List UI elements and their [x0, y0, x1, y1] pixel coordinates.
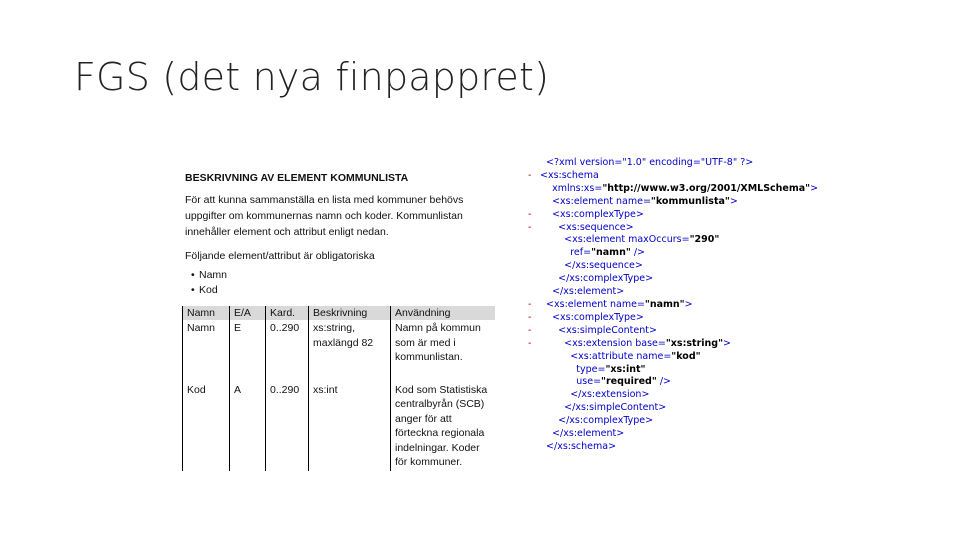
xml-text: > [723, 337, 731, 349]
column-header: Kard. [266, 306, 309, 320]
cell-line: som är med i [395, 336, 456, 349]
xml-text: /> [630, 247, 645, 259]
cell-line: indelningar. Koder [395, 441, 480, 454]
xml-line [528, 247, 778, 260]
table-row [183, 320, 496, 366]
table-cell: Namn [183, 320, 230, 366]
paragraph-line: För att kunna sammanställa en lista med kommuner behövs [185, 194, 464, 206]
table-cell [309, 320, 391, 366]
collapse-toggle-icon[interactable]: - [528, 311, 532, 323]
xml-text: > [729, 195, 738, 207]
list-item-label: Namn [199, 269, 228, 281]
definitions-table [182, 306, 495, 471]
cell-line: xs:int [313, 383, 338, 396]
collapse-toggle-icon[interactable]: - [528, 208, 532, 220]
document-paragraph [185, 192, 496, 240]
xml-line [528, 415, 778, 428]
xml-text: </xs:complexType> [558, 415, 654, 427]
xml-text: </xs:schema> [546, 440, 617, 452]
xml-line [528, 376, 778, 389]
table-cell: A [230, 382, 266, 471]
xml-line [528, 428, 778, 441]
list-item [181, 268, 496, 283]
xml-line [528, 441, 778, 454]
xml-attribute-value: "kommunlista" [650, 195, 730, 207]
xml-text: <xs:element maxOccurs= [564, 234, 690, 246]
xml-line [528, 273, 778, 286]
table-cell [391, 320, 496, 366]
table-cell: Kod [183, 382, 230, 471]
xml-text: xmlns:xs= [552, 182, 603, 194]
xml-text: > [684, 298, 693, 310]
element-description-document [181, 168, 496, 471]
xml-text: ref= [570, 247, 592, 259]
collapse-toggle-icon[interactable]: - [528, 324, 532, 336]
xml-line [528, 364, 778, 377]
xml-line [528, 325, 778, 338]
table-header-row [183, 306, 496, 320]
xml-line [528, 234, 778, 247]
xml-attribute-value: "required" [601, 376, 657, 388]
xml-line [528, 222, 778, 235]
list-item-label: Kod [199, 284, 218, 296]
column-header: Namn [183, 306, 230, 320]
xml-text: <xs:element name= [552, 195, 651, 207]
table-cell: 0..290 [266, 320, 309, 366]
xml-text: </xs:extension> [570, 389, 650, 401]
xml-schema-listing [528, 157, 819, 454]
xml-text: type= [576, 363, 606, 375]
xml-attribute-value: "290" [689, 234, 720, 246]
cell-line: maxlängd 82 [313, 336, 374, 349]
cell-line: xs:string, [313, 322, 356, 334]
xml-line [528, 260, 778, 273]
xml-line [528, 209, 778, 222]
xml-text: <xs:extension base= [564, 337, 666, 349]
xml-text: <xs:element name= [546, 298, 645, 310]
cell-line: för kommuner. [395, 456, 463, 468]
xml-attribute-value: "xs:int" [605, 363, 646, 375]
xml-text: <xs:sequence> [558, 221, 634, 233]
slide-title: FGS (det nya finpappret) [74, 55, 550, 99]
xml-attribute-value: "http://www.w3.org/2001/XMLSchema" [602, 182, 811, 194]
xml-line [528, 299, 778, 312]
xml-line [528, 351, 778, 364]
table-cell: 0..290 [266, 382, 309, 471]
xml-text: </xs:element> [552, 286, 625, 298]
xml-text: </xs:simpleContent> [564, 402, 667, 414]
xml-attribute-value: "kod" [671, 350, 701, 362]
cell-line: anger för att [395, 412, 452, 425]
paragraph-line: uppgifter om kommunernas namn och koder. Kommunlistan [185, 210, 463, 222]
column-header: Användning [391, 306, 496, 320]
table-row [183, 382, 496, 471]
cell-line: Namn på kommun [395, 322, 481, 334]
xml-text: </xs:complexType> [558, 273, 654, 285]
bullet-icon: • [191, 269, 195, 281]
collapse-toggle-icon[interactable]: - [528, 337, 532, 349]
document-subheading: Följande element/attribut är obligatoriska [185, 250, 375, 262]
bullet-icon: • [191, 284, 195, 296]
cell-line: Kod som Statistiska [395, 383, 488, 396]
required-elements-list [181, 268, 496, 298]
list-item [181, 283, 496, 298]
table-cell: E [230, 320, 266, 366]
xml-attribute-value: "xs:string" [665, 337, 724, 349]
document-heading: BESKRIVNING AV ELEMENT KOMMUNLISTA [185, 172, 409, 184]
table-spacer-row [183, 366, 496, 382]
xml-text: > [810, 182, 819, 194]
paragraph-line: innehåller element och attribut enligt nedan. [185, 226, 389, 238]
xml-text: <xs:complexType> [552, 208, 644, 220]
xml-line [528, 170, 778, 183]
xml-attribute-value: "namn" [644, 298, 685, 310]
cell-line: förteckna regionala [395, 427, 485, 439]
xml-text: </xs:element> [552, 428, 625, 440]
cell-line: centralbyrån (SCB) [395, 398, 485, 410]
xml-line [528, 402, 778, 415]
xml-line [528, 182, 819, 196]
xml-text: /> [656, 376, 671, 388]
cell-line: kommunlistan. [395, 351, 463, 363]
xml-text: </xs:sequence> [564, 260, 643, 272]
xml-text: <xs:attribute name= [570, 350, 672, 362]
collapse-toggle-icon[interactable]: - [528, 169, 532, 181]
xml-line [528, 389, 778, 402]
xml-text: <xs:schema [540, 169, 599, 181]
xml-text: <xs:simpleContent> [558, 324, 657, 336]
column-header: E/A [230, 306, 266, 320]
xml-line [528, 312, 778, 325]
table-cell [309, 382, 391, 471]
table-cell [391, 382, 496, 471]
collapse-toggle-icon[interactable]: - [528, 298, 532, 310]
xml-text: <xs:complexType> [552, 311, 644, 323]
collapse-toggle-icon[interactable]: - [528, 221, 532, 233]
xml-line [528, 338, 778, 351]
xml-line [528, 196, 778, 209]
xml-text: <?xml version="1.0" encoding="UTF-8" ?> [546, 157, 754, 168]
column-header: Beskrivning [309, 306, 391, 320]
xml-line [528, 157, 778, 170]
xml-attribute-value: "namn" [591, 247, 631, 259]
xml-line [528, 286, 778, 299]
xml-text: use= [576, 376, 602, 388]
